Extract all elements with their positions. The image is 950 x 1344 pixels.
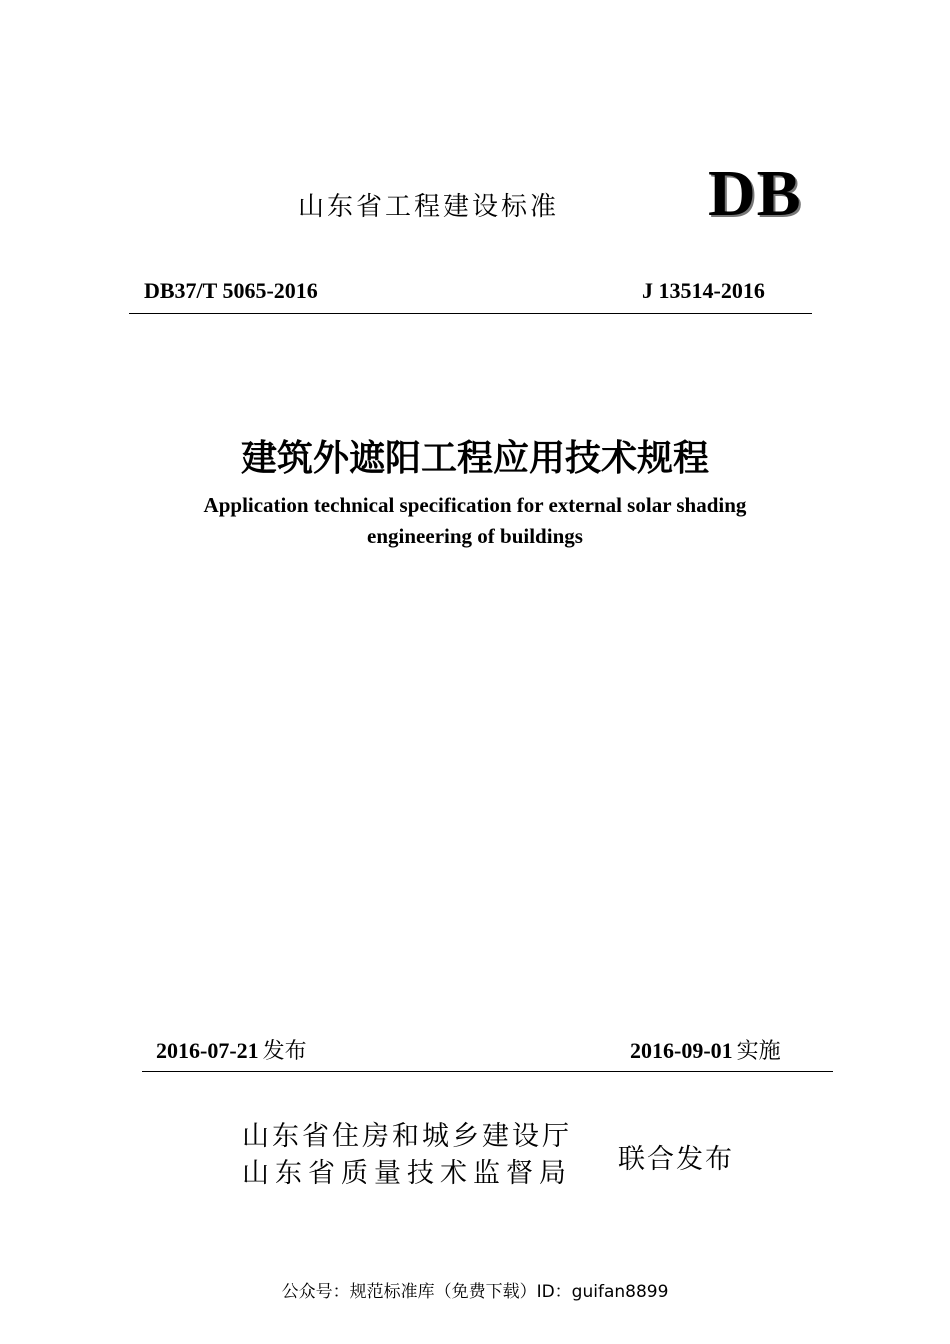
standard-type-label: 山东省工程建设标准 xyxy=(298,192,560,222)
effective-date: 2016-09-01 xyxy=(630,1038,733,1063)
joint-issue-label: 联合发布 xyxy=(618,1144,734,1175)
title-english-line1: Application technical specification for external solar shading xyxy=(203,493,747,517)
issue-date-block xyxy=(156,1034,307,1065)
issue-label: 发布 xyxy=(262,1039,307,1064)
issuer-quality-bureau: 山东省质量技术监督局 xyxy=(242,1158,572,1189)
title-english-line2: engineering of buildings xyxy=(367,524,583,548)
footer-note: 公众号：规范标准库（免费下载）ID：guifan8899 xyxy=(281,1282,669,1302)
issuer-housing-dept: 山东省住房和城乡建设厅 xyxy=(242,1121,572,1152)
record-code: J 13514-2016 xyxy=(642,278,765,303)
db-mark: DB xyxy=(708,157,802,230)
effective-date-block xyxy=(630,1034,781,1065)
issue-date: 2016-07-21 xyxy=(156,1038,259,1063)
title-chinese: 建筑外遮阳工程应用技术规程 xyxy=(240,437,709,479)
effective-label: 实施 xyxy=(736,1039,781,1064)
title-english xyxy=(0,490,950,552)
bottom-divider xyxy=(142,1071,833,1072)
top-divider xyxy=(129,313,812,314)
standard-code: DB37/T 5065-2016 xyxy=(144,278,318,303)
